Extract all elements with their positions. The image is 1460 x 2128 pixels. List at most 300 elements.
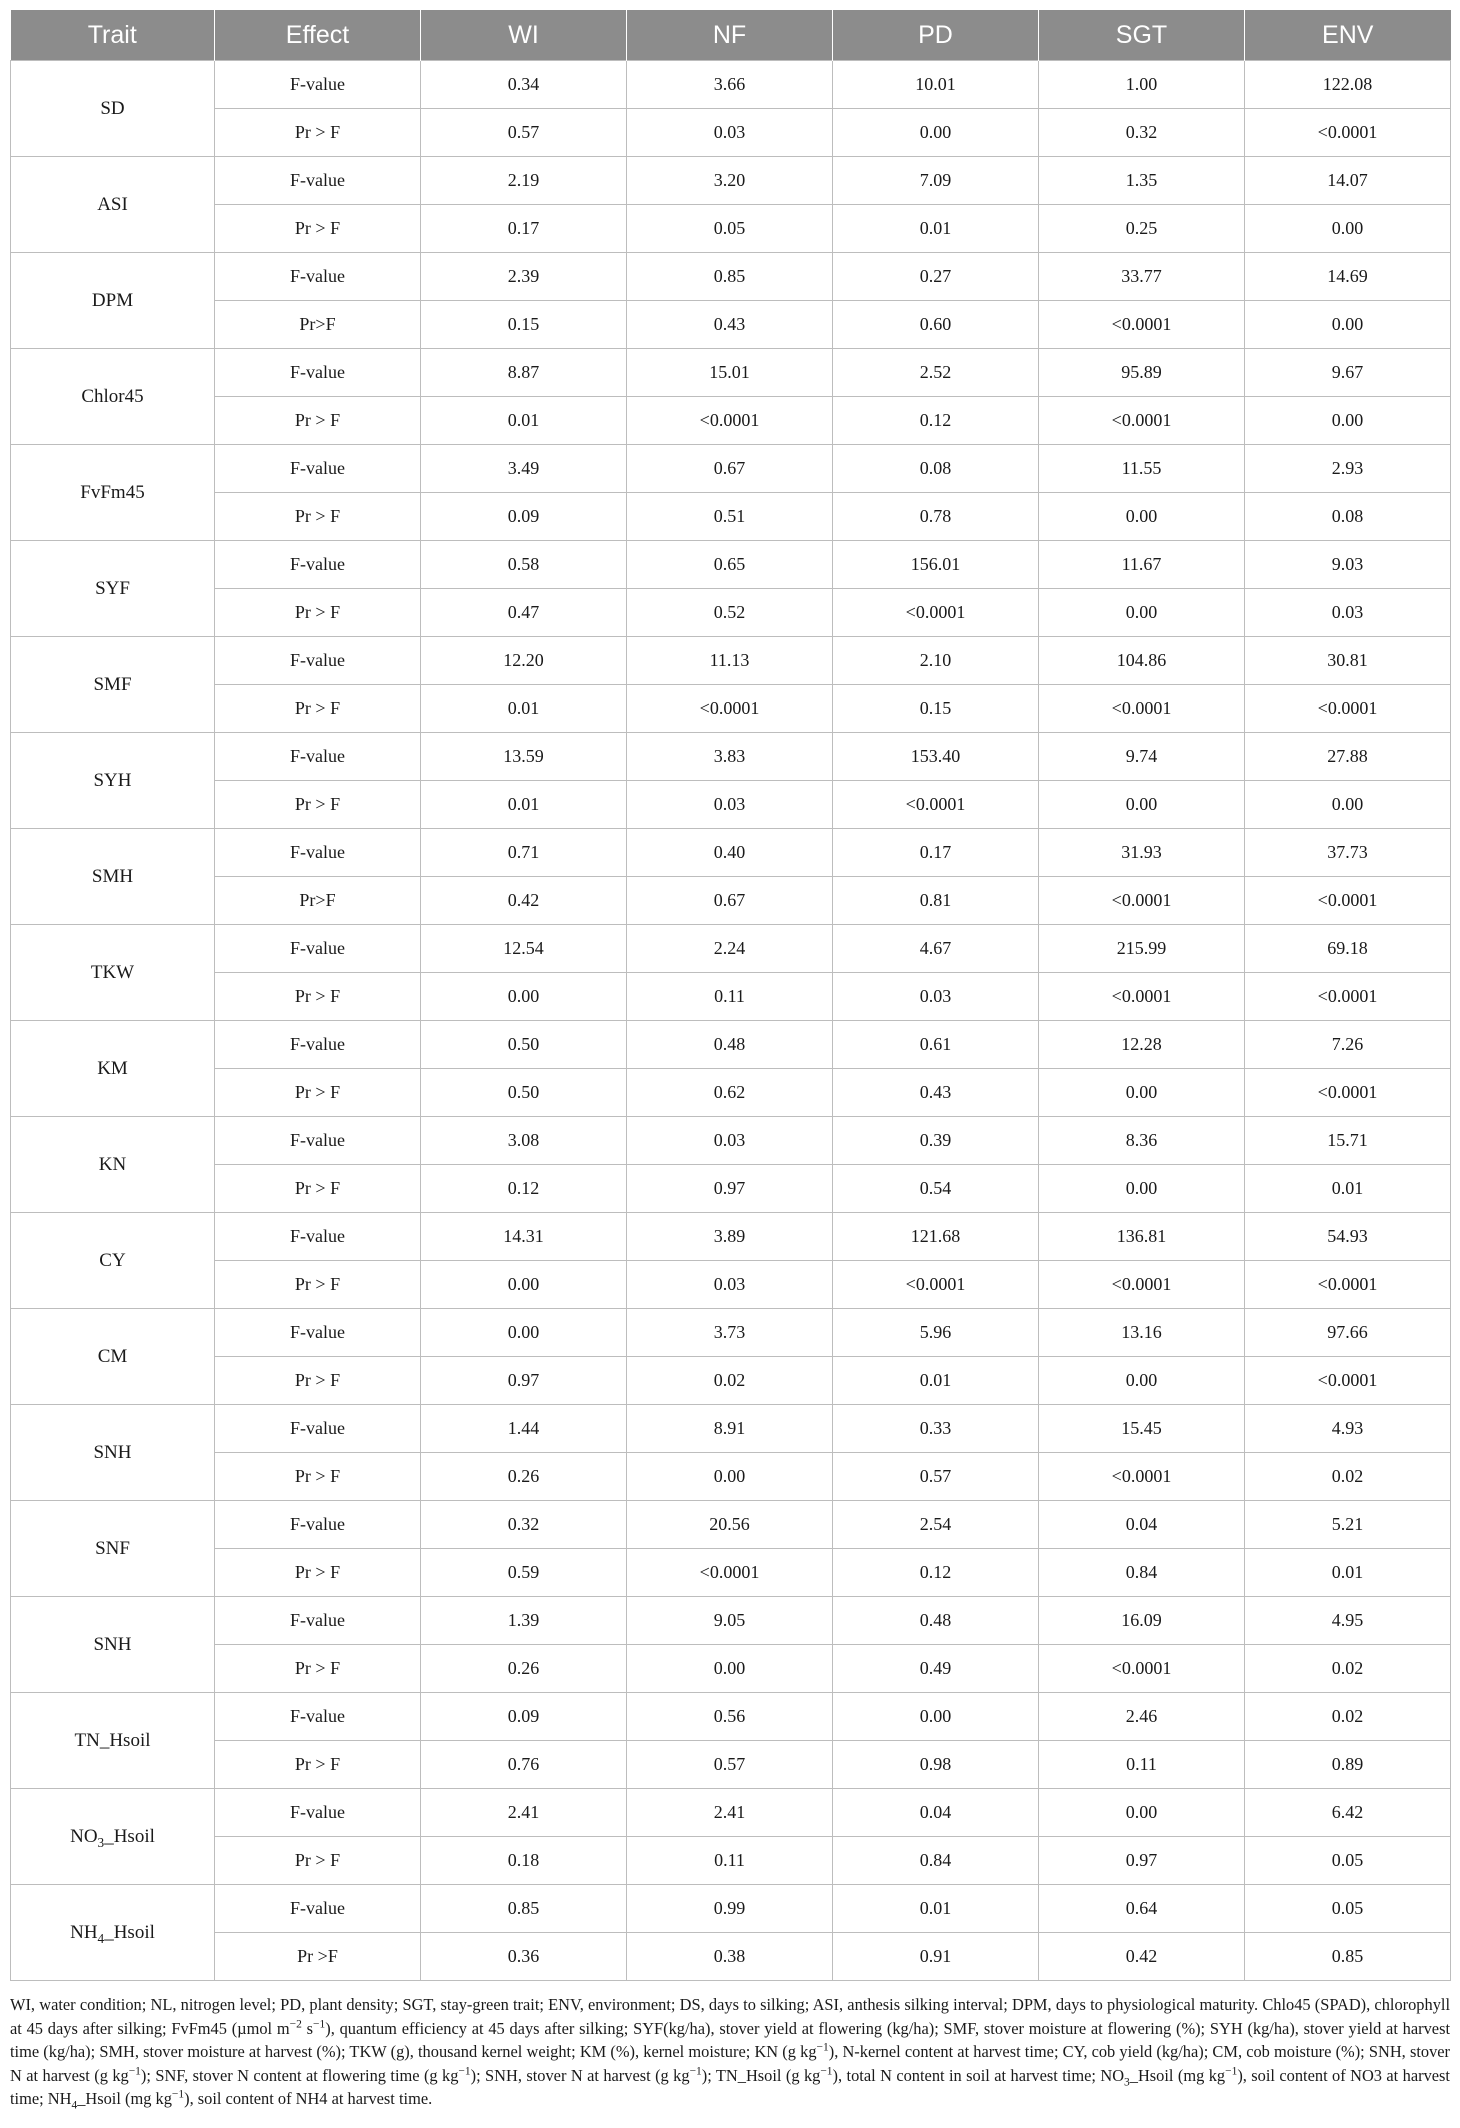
value-cell-wi: 0.01: [421, 781, 627, 829]
table-row: [11, 1549, 1451, 1597]
value-cell-env: 0.01: [1245, 1165, 1451, 1213]
value-cell-pd: 0.01: [833, 205, 1039, 253]
value-cell-nf: 3.83: [627, 733, 833, 781]
effect-cell: Pr > F: [215, 1741, 421, 1789]
footnote-segment: −1: [128, 2065, 141, 2078]
value-cell-pd: 2.10: [833, 637, 1039, 685]
footnote-segment: ), quantum efficiency at 45 days after silking; SYF(kg/ha), stover yield at flowering (kg/ha); SMF, stover moisture at flowering (%); SYH (kg/ha), stover yield at harvest time (kg/ha); SMH, stover moisture at harvest (%); TKW (g), thousand kernel weight; KM (%), kernel moisture; KN (g kg: [10, 2018, 1451, 2061]
table-row: [11, 1405, 1451, 1453]
trait-cell: [11, 1885, 215, 1981]
value-cell-sgt: 0.00: [1039, 1165, 1245, 1213]
value-cell-env: 0.02: [1245, 1645, 1451, 1693]
value-cell-sgt: 0.97: [1039, 1837, 1245, 1885]
value-cell-nf: <0.0001: [627, 1549, 833, 1597]
effect-cell: F-value: [215, 61, 421, 109]
value-cell-pd: 0.49: [833, 1645, 1039, 1693]
table-row: [11, 829, 1451, 877]
trait-cell: [11, 541, 215, 637]
footnote-segment: WI, water condition; NL, nitrogen level; PD, plant density; SGT, stay-green trait; ENV, environment; DS, days to silking; ASI, anthesis silking interval; DPM, days to physiological maturity. Chlo45 (SPAD), chlorophyll at 45 days after silking; FvFm45 (µmol m: [10, 1995, 1450, 2038]
value-cell-wi: 2.19: [421, 157, 627, 205]
effect-cell: F-value: [215, 1117, 421, 1165]
value-cell-wi: 0.85: [421, 1885, 627, 1933]
value-cell-env: 37.73: [1245, 829, 1451, 877]
trait-subscript: 4: [97, 1930, 105, 1946]
value-cell-nf: 0.40: [627, 829, 833, 877]
header-wi: WI: [421, 10, 627, 61]
table-row: [11, 1069, 1451, 1117]
table-row: [11, 205, 1451, 253]
footnote-segment: −1: [820, 2065, 833, 2078]
value-cell-wi: 0.00: [421, 1309, 627, 1357]
value-cell-env: 0.85: [1245, 1933, 1451, 1981]
table-row: [11, 61, 1451, 109]
value-cell-wi: 0.09: [421, 493, 627, 541]
footnote-segment: _Hsoil (mg kg: [1129, 2065, 1226, 2085]
effect-cell: Pr > F: [215, 685, 421, 733]
value-cell-sgt: <0.0001: [1039, 877, 1245, 925]
effect-cell: Pr>F: [215, 877, 421, 925]
trait-name: SMH: [91, 865, 134, 887]
value-cell-wi: 0.12: [421, 1165, 627, 1213]
effect-cell: Pr > F: [215, 205, 421, 253]
value-cell-wi: 0.71: [421, 829, 627, 877]
value-cell-pd: 2.52: [833, 349, 1039, 397]
value-cell-env: 0.03: [1245, 589, 1451, 637]
footnote-segment: ), soil content of NO3 at harvest time; NH: [10, 2065, 1450, 2108]
table-row: [11, 1501, 1451, 1549]
value-cell-env: 0.02: [1245, 1693, 1451, 1741]
value-cell-sgt: 15.45: [1039, 1405, 1245, 1453]
value-cell-wi: 0.97: [421, 1357, 627, 1405]
value-cell-pd: 7.09: [833, 157, 1039, 205]
footnote-segment: −1: [458, 2065, 471, 2078]
table-row: [11, 445, 1451, 493]
value-cell-pd: 0.61: [833, 1021, 1039, 1069]
trait-cell: [11, 1789, 215, 1885]
footnote-segment: 4: [71, 2099, 78, 2112]
value-cell-pd: 0.39: [833, 1117, 1039, 1165]
trait-cell: [11, 445, 215, 541]
value-cell-env: 9.03: [1245, 541, 1451, 589]
table-row: [11, 109, 1451, 157]
trait-suffix: _Hsoil: [104, 1921, 155, 1943]
effect-cell: Pr > F: [215, 397, 421, 445]
value-cell-nf: 11.13: [627, 637, 833, 685]
value-cell-pd: 0.00: [833, 109, 1039, 157]
value-cell-sgt: 0.32: [1039, 109, 1245, 157]
value-cell-pd: 0.54: [833, 1165, 1039, 1213]
trait-name: SYF: [95, 577, 130, 599]
value-cell-pd: 0.01: [833, 1885, 1039, 1933]
value-cell-env: 14.07: [1245, 157, 1451, 205]
effect-cell: Pr > F: [215, 1357, 421, 1405]
value-cell-sgt: 9.74: [1039, 733, 1245, 781]
header-effect: Effect: [215, 10, 421, 61]
table-footnote: [10, 1993, 1450, 2111]
table-row: [11, 1741, 1451, 1789]
table-row: [11, 1309, 1451, 1357]
value-cell-pd: 0.08: [833, 445, 1039, 493]
value-cell-sgt: <0.0001: [1039, 973, 1245, 1021]
effect-cell: F-value: [215, 1885, 421, 1933]
value-cell-sgt: 0.00: [1039, 1069, 1245, 1117]
value-cell-wi: 2.39: [421, 253, 627, 301]
footnote-segment: −2: [289, 2018, 302, 2031]
value-cell-nf: 20.56: [627, 1501, 833, 1549]
footnote-segment: −1: [313, 2018, 326, 2031]
table-row: [11, 301, 1451, 349]
trait-cell: [11, 349, 215, 445]
table-row: [11, 253, 1451, 301]
value-cell-pd: 0.33: [833, 1405, 1039, 1453]
effect-cell: Pr>F: [215, 301, 421, 349]
value-cell-sgt: 13.16: [1039, 1309, 1245, 1357]
value-cell-wi: 0.01: [421, 397, 627, 445]
effect-cell: F-value: [215, 541, 421, 589]
value-cell-wi: 0.00: [421, 1261, 627, 1309]
value-cell-nf: 0.03: [627, 1117, 833, 1165]
value-cell-env: 54.93: [1245, 1213, 1451, 1261]
value-cell-wi: 12.54: [421, 925, 627, 973]
table-row: [11, 685, 1451, 733]
value-cell-nf: 3.73: [627, 1309, 833, 1357]
trait-name: TN_Hsoil: [74, 1729, 151, 1751]
value-cell-nf: 0.97: [627, 1165, 833, 1213]
value-cell-nf: <0.0001: [627, 397, 833, 445]
value-cell-pd: 0.15: [833, 685, 1039, 733]
trait-cell: [11, 1213, 215, 1309]
table-row: [11, 733, 1451, 781]
trait-name: CY: [99, 1249, 126, 1271]
table-row: [11, 1837, 1451, 1885]
value-cell-sgt: 0.64: [1039, 1885, 1245, 1933]
value-cell-nf: 0.11: [627, 1837, 833, 1885]
effect-cell: F-value: [215, 733, 421, 781]
table-row: [11, 1645, 1451, 1693]
value-cell-nf: 3.89: [627, 1213, 833, 1261]
value-cell-env: 0.08: [1245, 493, 1451, 541]
value-cell-wi: 0.57: [421, 109, 627, 157]
value-cell-sgt: 1.35: [1039, 157, 1245, 205]
trait-cell: [11, 1021, 215, 1117]
value-cell-pd: 0.04: [833, 1789, 1039, 1837]
value-cell-wi: 0.76: [421, 1741, 627, 1789]
value-cell-pd: <0.0001: [833, 589, 1039, 637]
table-row: [11, 1165, 1451, 1213]
value-cell-env: <0.0001: [1245, 973, 1451, 1021]
footnote-segment: ), N-kernel content at harvest time; CY, cob yield (kg/ha); CM, cob moisture (%); SNH, stover N at harvest (g kg: [10, 2042, 1450, 2085]
table-row: [11, 1789, 1451, 1837]
value-cell-wi: 0.09: [421, 1693, 627, 1741]
value-cell-pd: <0.0001: [833, 1261, 1039, 1309]
effect-cell: F-value: [215, 253, 421, 301]
effect-cell: F-value: [215, 157, 421, 205]
value-cell-env: 9.67: [1245, 349, 1451, 397]
table-row: [11, 1597, 1451, 1645]
value-cell-wi: 3.08: [421, 1117, 627, 1165]
value-cell-nf: 0.38: [627, 1933, 833, 1981]
value-cell-nf: 0.56: [627, 1693, 833, 1741]
value-cell-sgt: 2.46: [1039, 1693, 1245, 1741]
value-cell-env: 0.00: [1245, 205, 1451, 253]
value-cell-wi: 0.42: [421, 877, 627, 925]
value-cell-pd: 153.40: [833, 733, 1039, 781]
table-row: [11, 1885, 1451, 1933]
table-row: [11, 781, 1451, 829]
value-cell-wi: 1.39: [421, 1597, 627, 1645]
trait-cell: [11, 1405, 215, 1501]
value-cell-env: 15.71: [1245, 1117, 1451, 1165]
value-cell-env: 97.66: [1245, 1309, 1451, 1357]
trait-name: NH: [70, 1921, 98, 1943]
value-cell-pd: 121.68: [833, 1213, 1039, 1261]
trait-subscript: 3: [97, 1834, 105, 1850]
value-cell-sgt: 11.67: [1039, 541, 1245, 589]
value-cell-sgt: 1.00: [1039, 61, 1245, 109]
effect-cell: F-value: [215, 1693, 421, 1741]
effect-cell: F-value: [215, 349, 421, 397]
trait-name: SNH: [93, 1633, 132, 1655]
value-cell-pd: 0.12: [833, 1549, 1039, 1597]
trait-name: SYH: [93, 769, 132, 791]
anova-table: [10, 10, 1451, 1981]
trait-cell: [11, 1597, 215, 1693]
value-cell-env: 0.89: [1245, 1741, 1451, 1789]
value-cell-sgt: 104.86: [1039, 637, 1245, 685]
value-cell-env: <0.0001: [1245, 109, 1451, 157]
trait-cell: [11, 253, 215, 349]
value-cell-env: 0.00: [1245, 781, 1451, 829]
value-cell-env: 6.42: [1245, 1789, 1451, 1837]
value-cell-pd: 0.27: [833, 253, 1039, 301]
value-cell-nf: 0.99: [627, 1885, 833, 1933]
value-cell-sgt: 11.55: [1039, 445, 1245, 493]
value-cell-wi: 0.58: [421, 541, 627, 589]
effect-cell: F-value: [215, 637, 421, 685]
table-row: [11, 589, 1451, 637]
footnote-segment: −1: [689, 2065, 702, 2078]
footnote-segment: ), total N content in soil at harvest time; NO: [832, 2065, 1125, 2085]
value-cell-nf: 2.24: [627, 925, 833, 973]
value-cell-wi: 0.26: [421, 1645, 627, 1693]
value-cell-nf: 0.43: [627, 301, 833, 349]
value-cell-sgt: 136.81: [1039, 1213, 1245, 1261]
effect-cell: F-value: [215, 1213, 421, 1261]
value-cell-env: 0.00: [1245, 301, 1451, 349]
value-cell-wi: 0.36: [421, 1933, 627, 1981]
value-cell-sgt: 0.00: [1039, 1789, 1245, 1837]
footnote-segment: ); SNH, stover N at harvest (g kg: [470, 2065, 690, 2085]
value-cell-nf: 15.01: [627, 349, 833, 397]
trait-cell: [11, 1501, 215, 1597]
trait-name: KN: [98, 1153, 127, 1175]
value-cell-pd: 0.03: [833, 973, 1039, 1021]
footnote-segment: −1: [1225, 2065, 1238, 2078]
value-cell-pd: 5.96: [833, 1309, 1039, 1357]
trait-name: FvFm45: [80, 481, 145, 503]
value-cell-env: 122.08: [1245, 61, 1451, 109]
effect-cell: F-value: [215, 925, 421, 973]
value-cell-pd: 0.01: [833, 1357, 1039, 1405]
footnote-segment: s: [301, 2018, 314, 2038]
value-cell-sgt: 12.28: [1039, 1021, 1245, 1069]
footnote-segment: −1: [171, 2088, 185, 2101]
table-row: [11, 1357, 1451, 1405]
table-row: [11, 925, 1451, 973]
value-cell-sgt: 0.04: [1039, 1501, 1245, 1549]
value-cell-env: <0.0001: [1245, 1261, 1451, 1309]
table-row: [11, 877, 1451, 925]
effect-cell: F-value: [215, 1309, 421, 1357]
value-cell-sgt: <0.0001: [1039, 1453, 1245, 1501]
value-cell-sgt: 8.36: [1039, 1117, 1245, 1165]
table-row: [11, 493, 1451, 541]
table-row: [11, 397, 1451, 445]
trait-name: CM: [97, 1345, 128, 1367]
table-row: [11, 349, 1451, 397]
footnote-segment: ), soil content of NH4 at harvest time.: [184, 2089, 433, 2108]
value-cell-wi: 3.49: [421, 445, 627, 493]
value-cell-nf: 0.03: [627, 109, 833, 157]
table-row: [11, 1261, 1451, 1309]
value-cell-nf: 0.02: [627, 1357, 833, 1405]
footnote-segment: −1: [816, 2041, 829, 2054]
value-cell-sgt: 0.00: [1039, 493, 1245, 541]
value-cell-wi: 0.17: [421, 205, 627, 253]
footnote-segment: 3: [1124, 2075, 1130, 2088]
value-cell-nf: 3.66: [627, 61, 833, 109]
value-cell-nf: 0.67: [627, 877, 833, 925]
header-trait: Trait: [11, 10, 215, 61]
value-cell-pd: 0.91: [833, 1933, 1039, 1981]
value-cell-pd: <0.0001: [833, 781, 1039, 829]
table-row: [11, 1693, 1451, 1741]
value-cell-sgt: 33.77: [1039, 253, 1245, 301]
value-cell-env: 0.05: [1245, 1885, 1451, 1933]
effect-cell: Pr > F: [215, 1837, 421, 1885]
value-cell-nf: <0.0001: [627, 685, 833, 733]
effect-cell: F-value: [215, 1501, 421, 1549]
effect-cell: Pr > F: [215, 1549, 421, 1597]
value-cell-nf: 9.05: [627, 1597, 833, 1645]
value-cell-wi: 0.50: [421, 1069, 627, 1117]
effect-cell: Pr > F: [215, 1165, 421, 1213]
value-cell-pd: 0.81: [833, 877, 1039, 925]
trait-name: NO: [70, 1825, 98, 1847]
trait-name: SMF: [93, 673, 132, 695]
value-cell-wi: 12.20: [421, 637, 627, 685]
value-cell-sgt: 0.25: [1039, 205, 1245, 253]
trait-cell: [11, 733, 215, 829]
effect-cell: Pr > F: [215, 973, 421, 1021]
value-cell-wi: 13.59: [421, 733, 627, 781]
value-cell-nf: 0.57: [627, 1741, 833, 1789]
value-cell-wi: 0.15: [421, 301, 627, 349]
value-cell-nf: 2.41: [627, 1789, 833, 1837]
table-row: [11, 637, 1451, 685]
value-cell-nf: 0.03: [627, 781, 833, 829]
table-body: [11, 61, 1451, 1981]
trait-name: Chlor45: [81, 385, 144, 407]
footnote-segment: ); TN_Hsoil (g kg: [701, 2065, 821, 2085]
value-cell-env: 30.81: [1245, 637, 1451, 685]
header-nf: NF: [627, 10, 833, 61]
table-row: [11, 973, 1451, 1021]
value-cell-env: <0.0001: [1245, 685, 1451, 733]
value-cell-env: 0.01: [1245, 1549, 1451, 1597]
trait-cell: [11, 925, 215, 1021]
value-cell-nf: 0.51: [627, 493, 833, 541]
value-cell-wi: 0.50: [421, 1021, 627, 1069]
footnote-segment: ); SNF, stover N content at flowering time (g kg: [140, 2065, 459, 2085]
value-cell-sgt: 16.09: [1039, 1597, 1245, 1645]
value-cell-wi: 0.32: [421, 1501, 627, 1549]
value-cell-env: 4.95: [1245, 1597, 1451, 1645]
effect-cell: F-value: [215, 829, 421, 877]
value-cell-nf: 0.00: [627, 1453, 833, 1501]
table-row: [11, 1117, 1451, 1165]
trait-cell: [11, 637, 215, 733]
trait-name: DPM: [91, 289, 134, 311]
value-cell-env: 4.93: [1245, 1405, 1451, 1453]
value-cell-pd: 0.98: [833, 1741, 1039, 1789]
trait-name: TKW: [90, 961, 135, 983]
footnote-segment: _Hsoil (mg kg: [77, 2089, 172, 2108]
effect-cell: Pr > F: [215, 781, 421, 829]
value-cell-nf: 3.20: [627, 157, 833, 205]
effect-cell: Pr > F: [215, 109, 421, 157]
value-cell-pd: 0.60: [833, 301, 1039, 349]
value-cell-env: <0.0001: [1245, 1357, 1451, 1405]
effect-cell: Pr > F: [215, 589, 421, 637]
effect-cell: F-value: [215, 1597, 421, 1645]
trait-cell: [11, 1309, 215, 1405]
effect-cell: Pr >F: [215, 1933, 421, 1981]
value-cell-env: 27.88: [1245, 733, 1451, 781]
value-cell-env: 69.18: [1245, 925, 1451, 973]
trait-cell: [11, 61, 215, 157]
value-cell-wi: 1.44: [421, 1405, 627, 1453]
effect-cell: F-value: [215, 1405, 421, 1453]
table-row: [11, 157, 1451, 205]
value-cell-env: 7.26: [1245, 1021, 1451, 1069]
value-cell-env: 0.05: [1245, 1837, 1451, 1885]
value-cell-nf: 0.05: [627, 205, 833, 253]
table-row: [11, 1213, 1451, 1261]
document: [10, 10, 1450, 2111]
value-cell-pd: 0.48: [833, 1597, 1039, 1645]
effect-cell: Pr > F: [215, 1069, 421, 1117]
trait-name: SNF: [95, 1537, 130, 1559]
value-cell-env: 5.21: [1245, 1501, 1451, 1549]
value-cell-sgt: 31.93: [1039, 829, 1245, 877]
value-cell-nf: 0.62: [627, 1069, 833, 1117]
value-cell-wi: 0.47: [421, 589, 627, 637]
effect-cell: Pr > F: [215, 1453, 421, 1501]
header-pd: PD: [833, 10, 1039, 61]
table-row: [11, 1021, 1451, 1069]
trait-cell: [11, 157, 215, 253]
table-row: [11, 541, 1451, 589]
value-cell-pd: 0.17: [833, 829, 1039, 877]
value-cell-pd: 156.01: [833, 541, 1039, 589]
value-cell-pd: 0.57: [833, 1453, 1039, 1501]
value-cell-nf: 0.85: [627, 253, 833, 301]
value-cell-wi: 0.34: [421, 61, 627, 109]
value-cell-pd: 10.01: [833, 61, 1039, 109]
value-cell-wi: 0.26: [421, 1453, 627, 1501]
value-cell-sgt: 0.84: [1039, 1549, 1245, 1597]
